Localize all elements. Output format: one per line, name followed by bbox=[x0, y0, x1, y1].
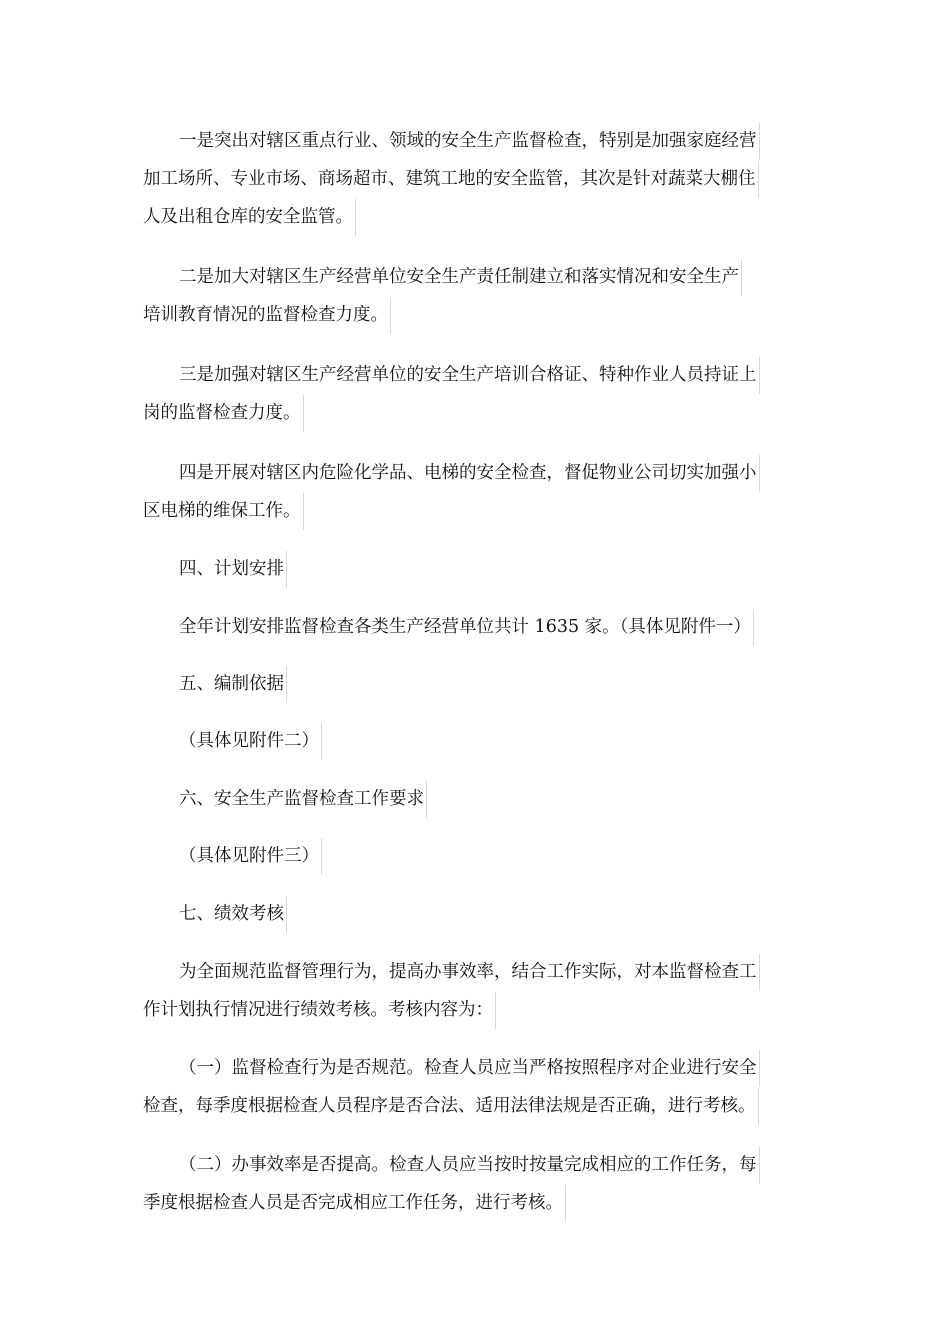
paragraph-attachment-2 bbox=[143, 722, 808, 760]
section-heading-requirements bbox=[143, 780, 808, 818]
paragraph-criterion-1 bbox=[143, 1049, 808, 1125]
paragraph-item-3 bbox=[143, 356, 808, 432]
heading-text: 五、编制依据 bbox=[143, 666, 287, 703]
section-heading-performance bbox=[143, 895, 808, 933]
paragraph-line: （具体见附件三） bbox=[143, 838, 322, 875]
paragraph-line: 加工场所、专业市场、商场超市、建筑工地的安全监管，其次是针对蔬菜大棚住 bbox=[143, 161, 759, 198]
paragraph-line: 培训教育情况的监督检查力度。 bbox=[143, 297, 391, 334]
paragraph-line: （二）办事效率是否提高。检查人员应当按时按量完成相应的工作任务，每 bbox=[143, 1147, 760, 1184]
paragraph-line: 岗的监督检查力度。 bbox=[143, 395, 304, 432]
paragraph-item-1 bbox=[143, 122, 808, 236]
paragraph-line: 三是加强对辖区生产经营单位的安全生产培训合格证、特种作业人员持证上 bbox=[143, 357, 760, 394]
heading-text: 七、绩效考核 bbox=[143, 896, 287, 933]
paragraph-line: 季度根据检查人员是否完成相应工作任务，进行考核。 bbox=[143, 1185, 566, 1222]
paragraph-line: 全年计划安排监督检查各类生产经营单位共计 1635 家。（具体见附件一） bbox=[143, 609, 754, 646]
section-heading-basis bbox=[143, 665, 808, 703]
heading-text: 六、安全生产监督检查工作要求 bbox=[143, 781, 427, 818]
paragraph-item-2 bbox=[143, 258, 808, 334]
paragraph-line: （具体见附件二） bbox=[143, 723, 322, 760]
paragraph-line: 二是加大对辖区生产经营单位安全生产责任制建立和落实情况和安全生产 bbox=[143, 259, 742, 296]
paragraph-line: 区电梯的维保工作。 bbox=[143, 493, 304, 530]
paragraph-performance-intro bbox=[143, 953, 808, 1029]
paragraph-line: 一是突出对辖区重点行业、领域的安全生产监督检查，特别是加强家庭经营 bbox=[143, 123, 760, 160]
paragraph-plan-total bbox=[143, 608, 808, 646]
section-heading-plan bbox=[143, 550, 808, 588]
paragraph-attachment-3 bbox=[143, 837, 808, 875]
paragraph-line: 作计划执行情况进行绩效考核。考核内容为： bbox=[143, 992, 496, 1029]
paragraph-line: 为全面规范监督管理行为，提高办事效率，结合工作实际，对本监督检查工 bbox=[143, 954, 760, 991]
paragraph-line: 人及出租仓库的安全监管。 bbox=[143, 199, 356, 236]
paragraph-line: 四是开展对辖区内危险化学品、电梯的安全检查，督促物业公司切实加强小 bbox=[143, 455, 760, 492]
paragraph-line: （一）监督检查行为是否规范。检查人员应当严格按照程序对企业进行安全 bbox=[143, 1050, 760, 1087]
paragraph-criterion-2 bbox=[143, 1146, 808, 1222]
paragraph-item-4 bbox=[143, 454, 808, 530]
heading-text: 四、计划安排 bbox=[143, 551, 287, 588]
paragraph-line: 检查，每季度根据检查人员程序是否合法、适用法律法规是否正确，进行考核。 bbox=[143, 1088, 759, 1125]
